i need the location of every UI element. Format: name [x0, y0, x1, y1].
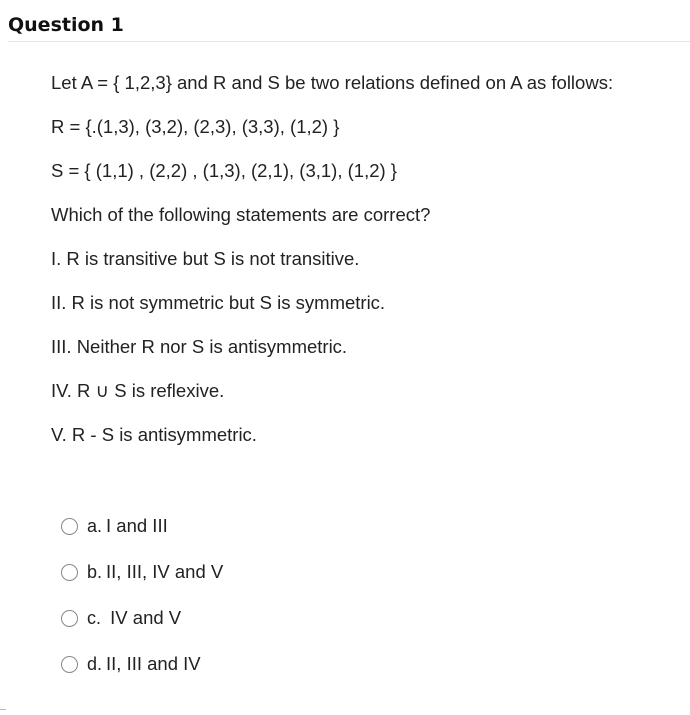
statement-i: I. R is transitive but S is not transitive.	[51, 248, 360, 269]
page-edge-mark	[0, 709, 6, 710]
option-text-a: I and III	[106, 515, 168, 536]
answer-option-a[interactable]	[61, 513, 168, 539]
option-letter-d: d.	[87, 653, 103, 674]
answer-option-c[interactable]	[61, 605, 181, 631]
answer-option-d[interactable]	[61, 651, 201, 677]
relation-r: R = {.(1,3), (3,2), (2,3), (3,3), (1,2) }	[51, 116, 340, 137]
question-prompt: Which of the following statements are correct?	[51, 204, 431, 225]
statement-v: V. R - S is antisymmetric.	[51, 424, 257, 445]
option-text-b: II, III, IV and V	[106, 561, 224, 582]
relation-s: S = { (1,1) , (2,2) , (1,3), (2,1), (3,1), (1,2) }	[51, 160, 397, 181]
statement-iv: IV. R ∪ S is reflexive.	[51, 380, 225, 401]
radio-button-c[interactable]	[61, 610, 78, 627]
statement-iii: III. Neither R nor S is antisymmetric.	[51, 336, 348, 357]
answer-option-b[interactable]	[61, 559, 223, 585]
option-letter-b: b.	[87, 561, 103, 582]
option-letter-a: a.	[87, 515, 103, 536]
radio-button-a[interactable]	[61, 518, 78, 535]
question-stem: Let A = { 1,2,3} and R and S be two relations defined on A as follows:	[51, 72, 614, 93]
option-text-c: IV and V	[105, 607, 182, 628]
option-text-d: II, III and IV	[106, 653, 201, 674]
statement-ii: II. R is not symmetric but S is symmetric.	[51, 292, 386, 313]
question-header: Question 1	[8, 14, 124, 36]
header-divider	[8, 41, 690, 42]
radio-button-b[interactable]	[61, 564, 78, 581]
radio-button-d[interactable]	[61, 656, 78, 673]
option-letter-c: c.	[87, 607, 102, 628]
